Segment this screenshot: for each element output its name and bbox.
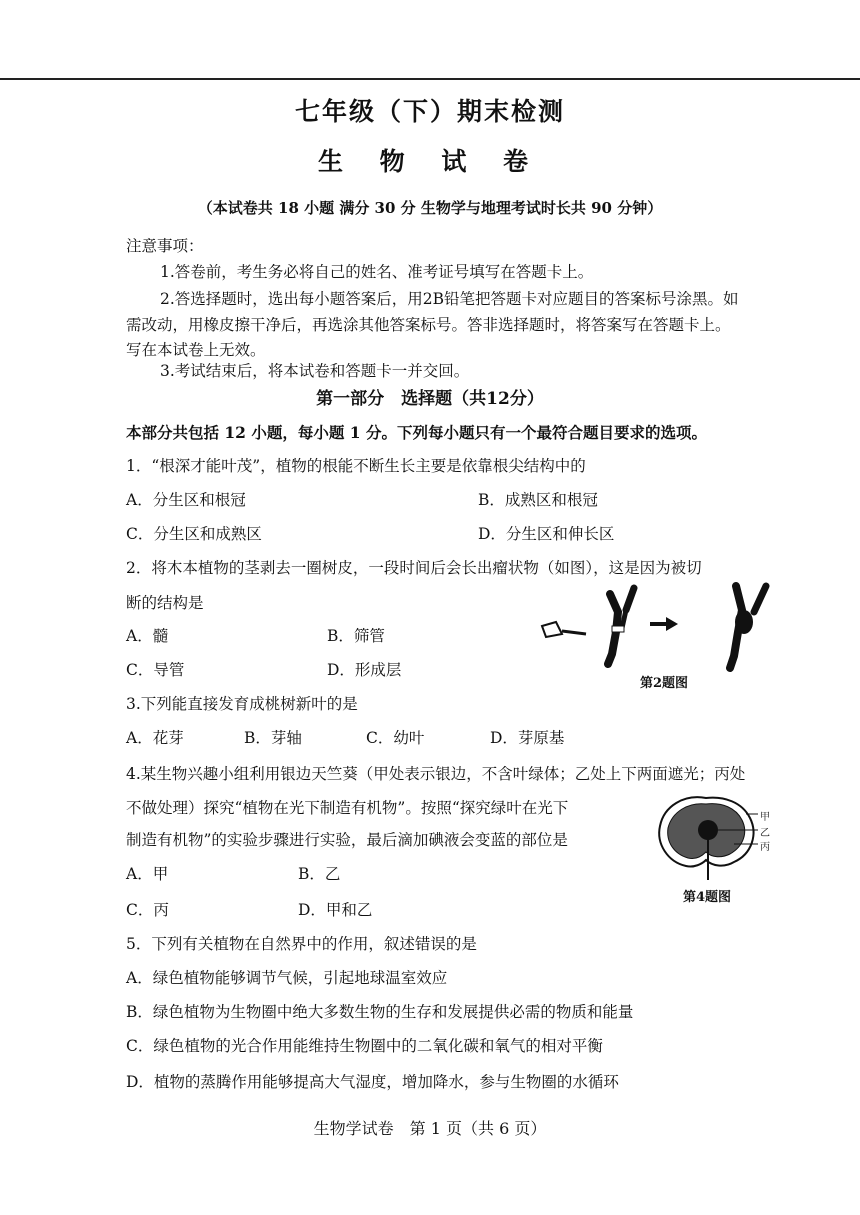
q2-option-d: D．形成层 — [327, 661, 402, 679]
q4-option-d: D．甲和乙 — [298, 901, 373, 919]
notes-item-2-line-2: 需改动，用橡皮擦干净后，再选涂其他答案标号。答非选择题时，将答案写在答题卡上。 — [126, 316, 731, 334]
notes-heading: 注意事项： — [126, 237, 204, 255]
q4-leaf-figure — [654, 792, 764, 882]
q5-option-b: B．绿色植物为生物圈中绝大多数生物的生存和发展提供必需的物质和能量 — [126, 1003, 634, 1021]
q1-option-c: C．分生区和成熟区 — [126, 525, 262, 543]
q2-stem-line-1: 2．将木本植物的茎剥去一圈树皮，一段时间后会长出瘤状物（如图），这是因为被切 — [126, 559, 702, 577]
exam-title: 七年级（下）期末检测 — [294, 97, 565, 126]
section-title: 第一部分 选择题（共12分） — [316, 389, 544, 409]
q2-option-c: C．导管 — [126, 661, 185, 679]
q2-option-b: B．筛管 — [327, 627, 385, 645]
notes-item-2-line-3: 写在本试卷上无效。 — [126, 341, 266, 359]
q3-option-c: C．幼叶 — [366, 729, 425, 747]
q4-stem-line-3: 制造有机物”的实验步骤进行实验，最后滴加碘液会变蓝的部位是 — [126, 831, 568, 849]
q1-option-b: B．成熟区和根冠 — [478, 491, 598, 509]
q3-option-b: B．芽轴 — [244, 729, 302, 747]
notes-item-3: 3.考试结束后，将本试卷和答题卡一并交回。 — [160, 362, 470, 380]
q3-option-d: D．芽原基 — [490, 729, 565, 747]
q4-label-jia: 甲 — [760, 812, 770, 823]
q4-label-yi: 乙 — [760, 828, 770, 839]
q4-option-b: B．乙 — [298, 865, 341, 883]
q3-option-a: A．花芽 — [126, 729, 184, 747]
q4-stem-line-2: 不做处理）探究“植物在光下制造有机物”。按照“探究绿叶在光下 — [126, 799, 569, 817]
q4-stem-line-1: 4.某生物兴趣小组利用银边天竺葵（甲处表示银边，不含叶绿体；乙处上下两面遮光；丙处 — [126, 765, 746, 783]
q1-option-d: D．分生区和伸长区 — [478, 525, 615, 543]
notes-item-1: 1.答卷前，考生务必将自己的姓名、准考证号填写在答题卡上。 — [160, 263, 594, 281]
q2-figure-caption: 第2题图 — [640, 676, 689, 691]
section-intro: 本部分共包括 12 小题，每小题 1 分。下列每小题只有一个最符合题目要求的选项。 — [126, 423, 707, 442]
q5-option-c: C．绿色植物的光合作用能维持生物圈中的二氧化碳和氧气的相对平衡 — [126, 1037, 603, 1055]
q2-figure — [538, 582, 778, 672]
exam-subtitle: 生 物 试 卷 — [317, 147, 543, 176]
q1-option-a: A．分生区和根冠 — [126, 491, 246, 509]
q5-stem: 5．下列有关植物在自然界中的作用，叙述错误的是 — [126, 935, 477, 953]
q5-option-d: D．植物的蒸腾作用能够提高大气湿度，增加降水，参与生物圈的水循环 — [126, 1073, 619, 1091]
q4-option-c: C．丙 — [126, 901, 169, 919]
q4-label-bing: 丙 — [760, 842, 770, 853]
q5-option-a: A．绿色植物能够调节气候，引起地球温室效应 — [126, 969, 448, 987]
exam-info: （本试卷共 18 小题 满分 30 分 生物学与地理考试时长共 90 分钟） — [197, 199, 663, 217]
q2-stem-line-2: 断的结构是 — [126, 594, 204, 612]
q4-figure-caption: 第4题图 — [683, 890, 732, 905]
notes-item-2-line-1: 2.答选择题时，选出每小题答案后，用2B铅笔把答题卡对应题目的答案标号涂黑。如 — [160, 290, 739, 308]
header-rule — [0, 78, 860, 80]
q4-option-a: A．甲 — [126, 865, 169, 883]
q1-stem: 1．“根深才能叶茂”，植物的根能不断生长主要是依靠根尖结构中的 — [126, 457, 586, 475]
q3-stem: 3.下列能直接发育成桃树新叶的是 — [126, 695, 358, 713]
q2-option-a: A．髓 — [126, 627, 169, 645]
page-footer: 生物学试卷 第 1 页（共 6 页） — [313, 1119, 547, 1138]
